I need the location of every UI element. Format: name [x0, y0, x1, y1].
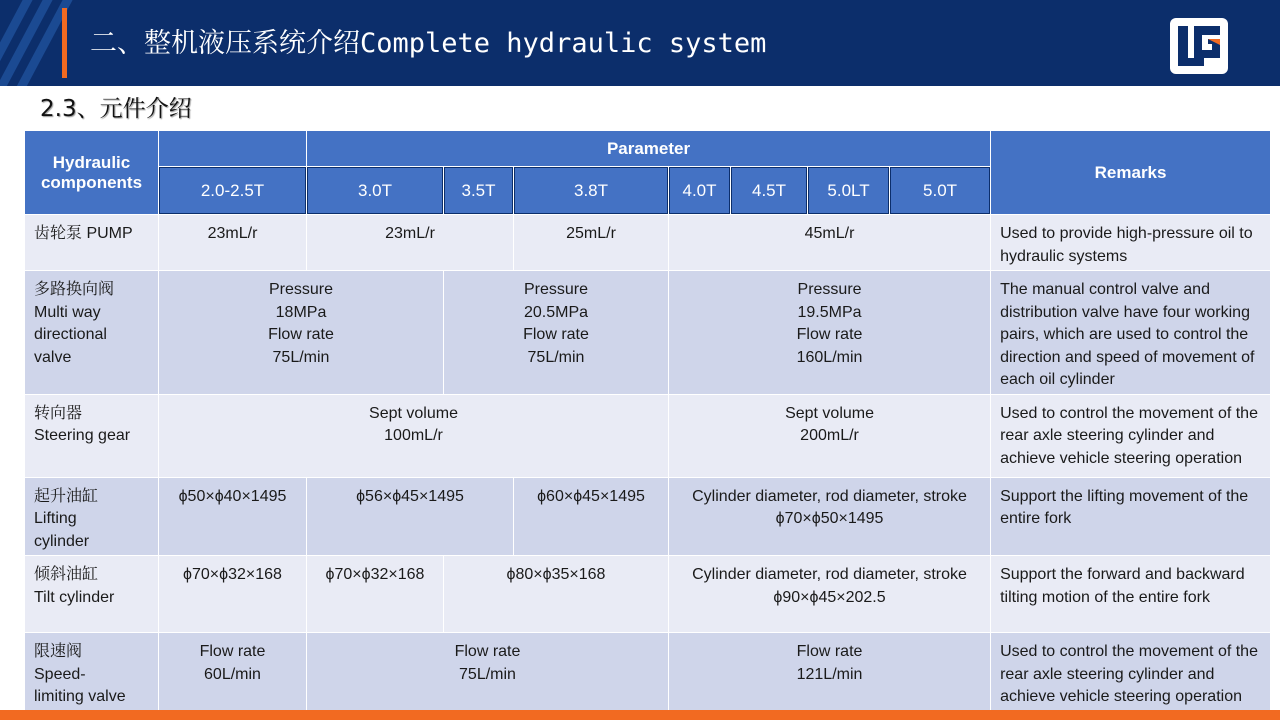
param-cell [669, 215, 991, 271]
param-cell [514, 215, 669, 271]
table-row-tilt [25, 556, 1271, 633]
title-accent-bar [62, 8, 67, 78]
table-row-steering [25, 394, 1271, 477]
param-value: Sept volume [369, 404, 458, 422]
component-name: Tilt cylinder [34, 588, 115, 606]
param-value: ϕ70×ϕ32×168 [325, 566, 425, 583]
param-value: 45mL/r [804, 225, 855, 242]
components-table [24, 130, 1271, 716]
param-cell [159, 215, 307, 271]
param-value: Pressure [523, 281, 589, 298]
component-name: cylinder [34, 532, 90, 550]
param-cell [159, 556, 307, 633]
param-value: 200mL/r [800, 427, 859, 444]
component-name: 限速阀 [34, 643, 83, 660]
component-name-cell [25, 394, 159, 477]
param-value: 25mL/r [566, 225, 616, 242]
param-value: 18MPa [275, 303, 327, 321]
component-name: 起升油缸 [34, 487, 99, 505]
component-name: valve [34, 348, 72, 366]
param-value: Sept volume [785, 404, 874, 422]
section-subtitle: 2.3、元件介绍 [40, 96, 192, 122]
param-value: ϕ80×ϕ35×168 [506, 566, 606, 583]
param-cell [669, 556, 991, 633]
param-value: Flow rate [199, 643, 266, 660]
param-value: ϕ56×ϕ45×1495 [356, 487, 464, 505]
component-name: 倾斜油缸 [34, 566, 99, 583]
col-header-component: Hydraulic components [25, 131, 159, 215]
param-cell [669, 477, 991, 556]
param-value: ϕ90×ϕ45×202.5 [773, 588, 886, 606]
param-cell [159, 271, 444, 395]
param-value: Pressure [268, 281, 334, 298]
component-name: 齿轮泵 PUMP [34, 225, 133, 242]
param-value: Cylinder diameter, rod diameter, stroke [692, 487, 967, 505]
param-value: Flow rate [454, 643, 521, 660]
table-row-lifting [25, 477, 1271, 556]
param-cell [444, 556, 669, 633]
param-value: ϕ70×ϕ50×1495 [775, 510, 884, 527]
col-header-remarks: Remarks [991, 131, 1271, 215]
remark-cell: Support the forward and backward tilting motion of the entire fork [991, 556, 1271, 633]
size-header: 5.0T [890, 167, 991, 215]
param-cell [669, 271, 991, 395]
param-value: 75L/min [459, 665, 516, 683]
param-value: ϕ70×ϕ32×168 [183, 566, 282, 583]
table-header-row [25, 131, 1271, 167]
component-name-cell [25, 271, 159, 395]
param-cell [159, 477, 307, 556]
table-row-valve [25, 271, 1271, 395]
component-name: Speed- [34, 665, 86, 683]
size-header: 3.8T [514, 167, 669, 215]
param-value: ϕ60×ϕ45×1495 [537, 487, 645, 505]
component-name-cell [25, 633, 159, 716]
param-value: Flow rate [523, 326, 589, 343]
param-cell [444, 271, 669, 395]
param-value: 19.5MPa [797, 303, 862, 321]
param-value: 75L/min [272, 348, 330, 366]
component-name: 转向器 [34, 404, 83, 422]
bottom-accent-bar [0, 710, 1280, 720]
size-header: 4.0T [669, 167, 731, 215]
component-name-cell [25, 556, 159, 633]
component-name-cell [25, 215, 159, 271]
param-value: 160L/min [796, 348, 863, 366]
param-value: 23mL/r [207, 225, 258, 242]
param-cell [159, 633, 307, 716]
param-cell [669, 633, 991, 716]
component-name: Multi way [34, 303, 101, 321]
param-value: 60L/min [204, 665, 261, 683]
param-cell [514, 477, 669, 556]
remark-cell: Used to provide high-pressure oil to hydraulic systems [991, 215, 1271, 271]
size-header: 3.5T [444, 167, 514, 215]
remark-cell: The manual control valve and distribution valve have four working pairs, which are used to control the direction and speed of movement of each oil cylinder [991, 271, 1271, 395]
param-value: Flow rate [268, 326, 334, 343]
param-value: Flow rate [796, 326, 863, 343]
table-row-pump [25, 215, 1271, 271]
param-cell [307, 477, 514, 556]
size-header: 5.0LT [808, 167, 890, 215]
param-value: 100mL/r [384, 427, 443, 444]
size-header: 3.0T [307, 167, 444, 215]
param-cell [669, 394, 991, 477]
size-header: 2.0-2.5T [159, 167, 307, 215]
param-value: Cylinder diameter, rod diameter, stroke [692, 566, 967, 583]
component-name: Steering gear [34, 427, 131, 444]
table-row-speed [25, 633, 1271, 716]
component-name: Lifting [34, 510, 77, 527]
param-cell [307, 633, 669, 716]
param-value: 20.5MPa [523, 303, 589, 321]
col-header-blank [159, 131, 307, 167]
col-header-parameter: Parameter [307, 131, 991, 167]
slide-title: 二、整机液压系统介绍Complete hydraulic system [90, 28, 767, 59]
param-cell [159, 394, 669, 477]
remark-cell: Support the lifting movement of the entire fork [991, 477, 1271, 556]
param-value: 23mL/r [385, 225, 435, 242]
component-name-cell [25, 477, 159, 556]
component-name: 多路换向阀 [34, 281, 115, 298]
param-value: 75L/min [527, 348, 585, 366]
param-cell [307, 556, 444, 633]
param-value: 121L/min [796, 665, 863, 683]
param-value: Pressure [797, 281, 862, 298]
param-value: ϕ50×ϕ40×1495 [178, 487, 287, 505]
param-cell [307, 215, 514, 271]
remark-cell: Used to control the movement of the rear axle steering cylinder and achieve vehicle steering operation [991, 633, 1271, 716]
lg-logo-icon [1170, 18, 1228, 74]
component-name: directional [34, 326, 107, 343]
size-header: 4.5T [731, 167, 808, 215]
slide-header [0, 0, 1280, 86]
param-value: Flow rate [796, 643, 863, 660]
component-name: limiting valve [34, 688, 126, 705]
remark-cell: Used to control the movement of the rear axle steering cylinder and achieve vehicle steering operation [991, 394, 1271, 477]
